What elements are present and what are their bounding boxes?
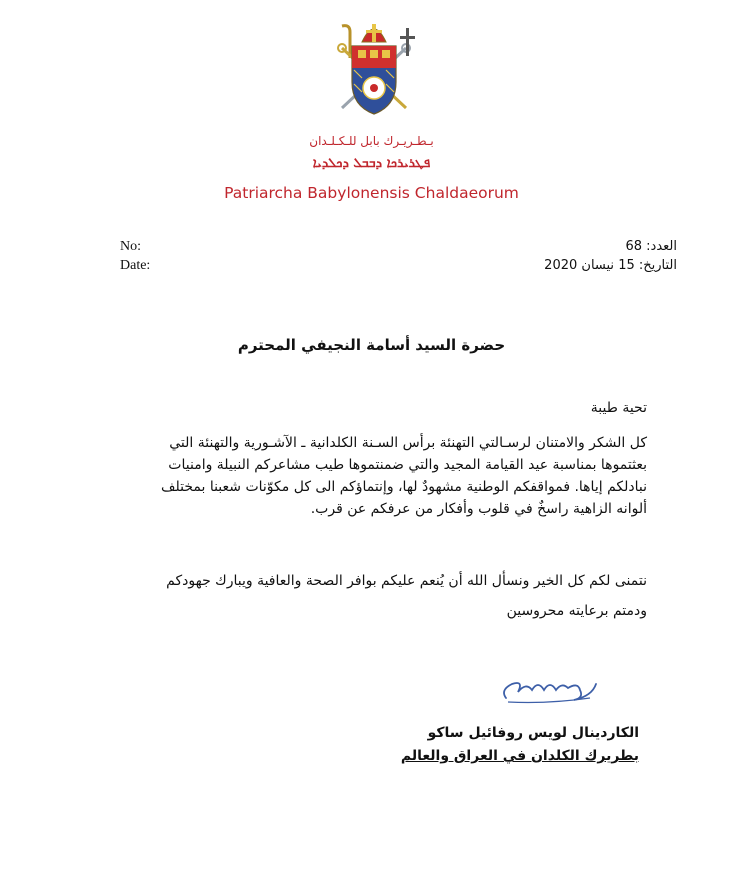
letterhead-arabic: بـطـريـرك بابل للـكـلـدان: [309, 134, 434, 148]
body-line: بعثتموها بمناسبة عيد القيامة المجيد والتي ضمنتموها طيب مشاعركم النبيلة وامنيات: [168, 457, 647, 473]
letterhead-latin: Patriarcha Babylonensis Chaldaeorum: [224, 184, 519, 202]
letterhead-syriac: ܦܛܪܝܪܟܐ ܕܒܒܠ ܕܟܠܕܝܐ: [312, 156, 431, 171]
signatory-name: الكاردينال لويس روفائيل ساكو: [427, 725, 639, 741]
body-paragraph: [95, 432, 647, 520]
closing-line: نتمنى لكم كل الخير ونسأل الله أن يُنعم عليكم بوافر الصحة والعافية ويبارك جهودكم: [166, 573, 647, 589]
signatory-title: بطريرك الكلدان في العراق والعالم: [400, 748, 639, 764]
greeting: تحية طيبة: [590, 400, 647, 416]
body-line: كل الشكر والامتنان لرسـالتي التهنئة برأس السـنة الكلدانية ـ الآشـورية والتهنئة التي: [169, 435, 647, 451]
closing-paragraph: [95, 566, 647, 626]
handwritten-signature: [498, 676, 602, 706]
no-label: No:: [120, 239, 141, 254]
reference-date: التاريخ: 15 نيسان 2020: [544, 258, 677, 273]
addressee: حضرة السيد أسامة النجيفي المحترم: [237, 336, 506, 354]
coat-of-arms-logo: [328, 18, 420, 120]
closing-line: ودمتم برعايته محروسين: [506, 603, 647, 619]
reference-number: العدد: 68: [625, 239, 677, 254]
body-line: ألوانه الزاهية راسخٌ في قلوب وأفكار من عرفكم عن قرب.: [310, 501, 647, 517]
body-line: نبادلكم إياها. فمواقفكم الوطنية مشهودٌ لها، وإنتماؤكم الى كل مكوّنات شعبنا بمختلف: [160, 479, 647, 495]
date-label: Date:: [120, 258, 151, 273]
